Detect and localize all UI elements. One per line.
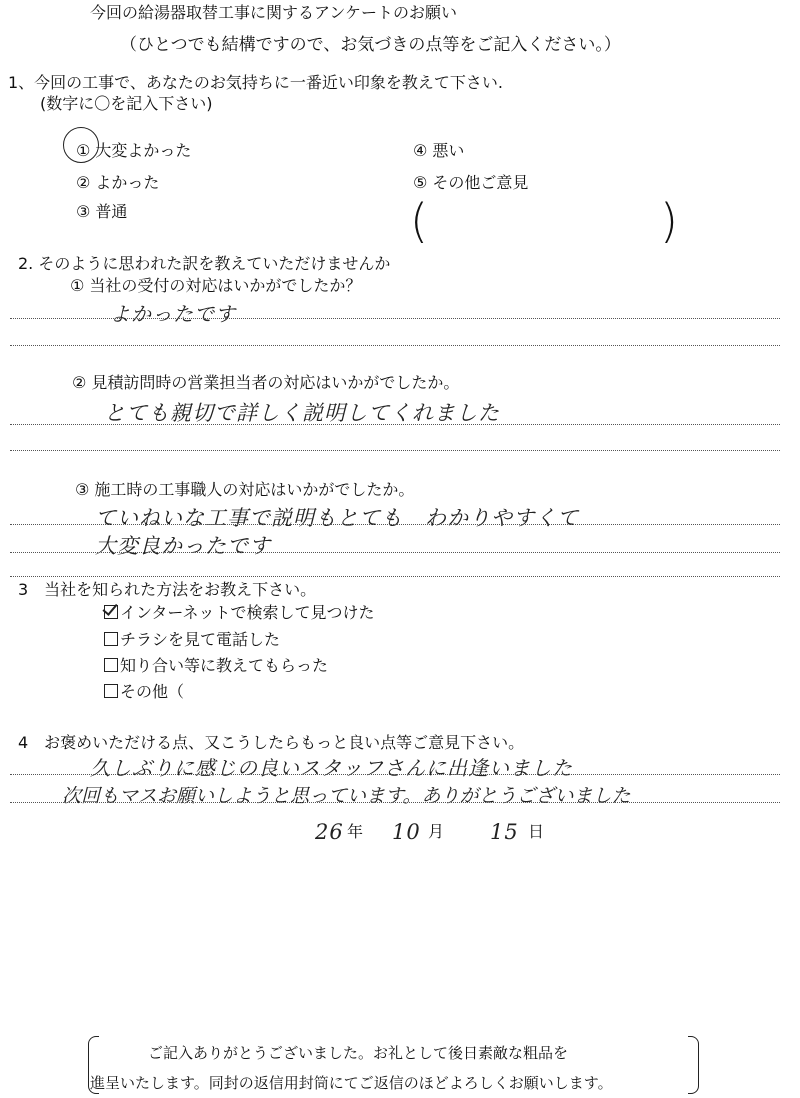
q3-checkbox-2[interactable] xyxy=(104,632,118,646)
q2-sub1-answer: よかったです xyxy=(110,302,236,326)
date-year-value: 26 xyxy=(315,820,344,844)
date-day-label: 日 xyxy=(528,822,545,841)
q4-question: 4 お褒めいただける点、又こうしたらもっと良い点等ご意見下さい。 xyxy=(18,733,525,752)
q2-sub2-question: ② 見積訪問時の営業担当者の対応はいかがでしたか。 xyxy=(72,373,460,392)
q1-option-2[interactable]: ② よかった xyxy=(76,173,160,192)
q3-checkbox-3[interactable] xyxy=(104,658,118,672)
q1-option-3[interactable]: ③ 普通 xyxy=(76,202,128,221)
survey-subtitle: （ひとつでも結構ですので、お気づきの点等をご記入ください。） xyxy=(120,35,621,55)
q1-option-5[interactable]: ⑤ その他ご意見 xyxy=(413,173,529,192)
q1-question: 1、今回の工事で、あなたのお気持ちに一番近い印象を教えて下さい. xyxy=(8,73,503,92)
answer-line xyxy=(10,576,780,577)
q4-answer-line1: 久しぶりに感じの良いスタッフさんに出逢いました xyxy=(90,756,573,780)
footer-right-brace xyxy=(688,1036,699,1094)
q2-sub3-answer-line1: ていねいな工事で説明もとても わかりやすくて xyxy=(95,506,579,530)
q3-option-4-label: その他（ xyxy=(120,682,185,701)
q3-question: 3 当社を知られた方法をお教え下さい。 xyxy=(18,580,317,599)
q2-question: 2. そのように思われた訳を教えていただけませんか xyxy=(18,254,391,273)
answer-line xyxy=(10,552,780,553)
date-day-value: 15 xyxy=(490,820,519,844)
answer-line xyxy=(10,318,780,319)
open-bracket: ( xyxy=(410,194,428,248)
q3-option-3-label: 知り合い等に教えてもらった xyxy=(120,656,329,675)
answer-line xyxy=(10,345,780,346)
answer-line xyxy=(10,774,780,775)
date-year-label: 年 xyxy=(347,822,364,841)
footer-line1: ご記入ありがとうございました。お礼として後日素敵な粗品を xyxy=(148,1044,569,1062)
q2-sub3-answer-line2: 大変良かったです xyxy=(95,534,271,558)
answer-line xyxy=(10,424,780,425)
q3-option-1-label: インターネットで検索して見つけた xyxy=(120,603,375,622)
answer-line xyxy=(10,802,780,803)
close-bracket: ) xyxy=(660,194,678,248)
q3-option-2-label: チラシを見て電話した xyxy=(120,630,281,649)
q1-option-1[interactable]: ① 大変よかった xyxy=(76,141,192,160)
answer-line xyxy=(10,524,780,525)
footer-line2: 進呈いたします。同封の返信用封筒にてご返信のほどよろしくお願いします。 xyxy=(90,1074,613,1092)
q1-instruction: (数字に〇を記入下さい) xyxy=(40,94,213,113)
q3-checkbox-4[interactable] xyxy=(104,684,118,698)
survey-title: 今回の給湯器取替工事に関するアンケートのお願い xyxy=(90,3,458,22)
q1-option-4[interactable]: ④ 悪い xyxy=(413,141,465,160)
answer-line xyxy=(10,450,780,451)
date-month-label: 月 xyxy=(428,822,445,841)
q2-sub1-question: ① 当社の受付の対応はいかがでしたか？ xyxy=(70,276,362,295)
q2-sub2-answer: とても親切で詳しく説明してくれました xyxy=(104,401,500,425)
q4-answer-line2: 次回もマスお願いしようと思っています。ありがとうございました xyxy=(62,785,631,807)
date-month-value: 10 xyxy=(392,820,421,844)
q2-sub3-question: ③ 施工時の工事職人の対応はいかがでしたか。 xyxy=(75,480,415,499)
